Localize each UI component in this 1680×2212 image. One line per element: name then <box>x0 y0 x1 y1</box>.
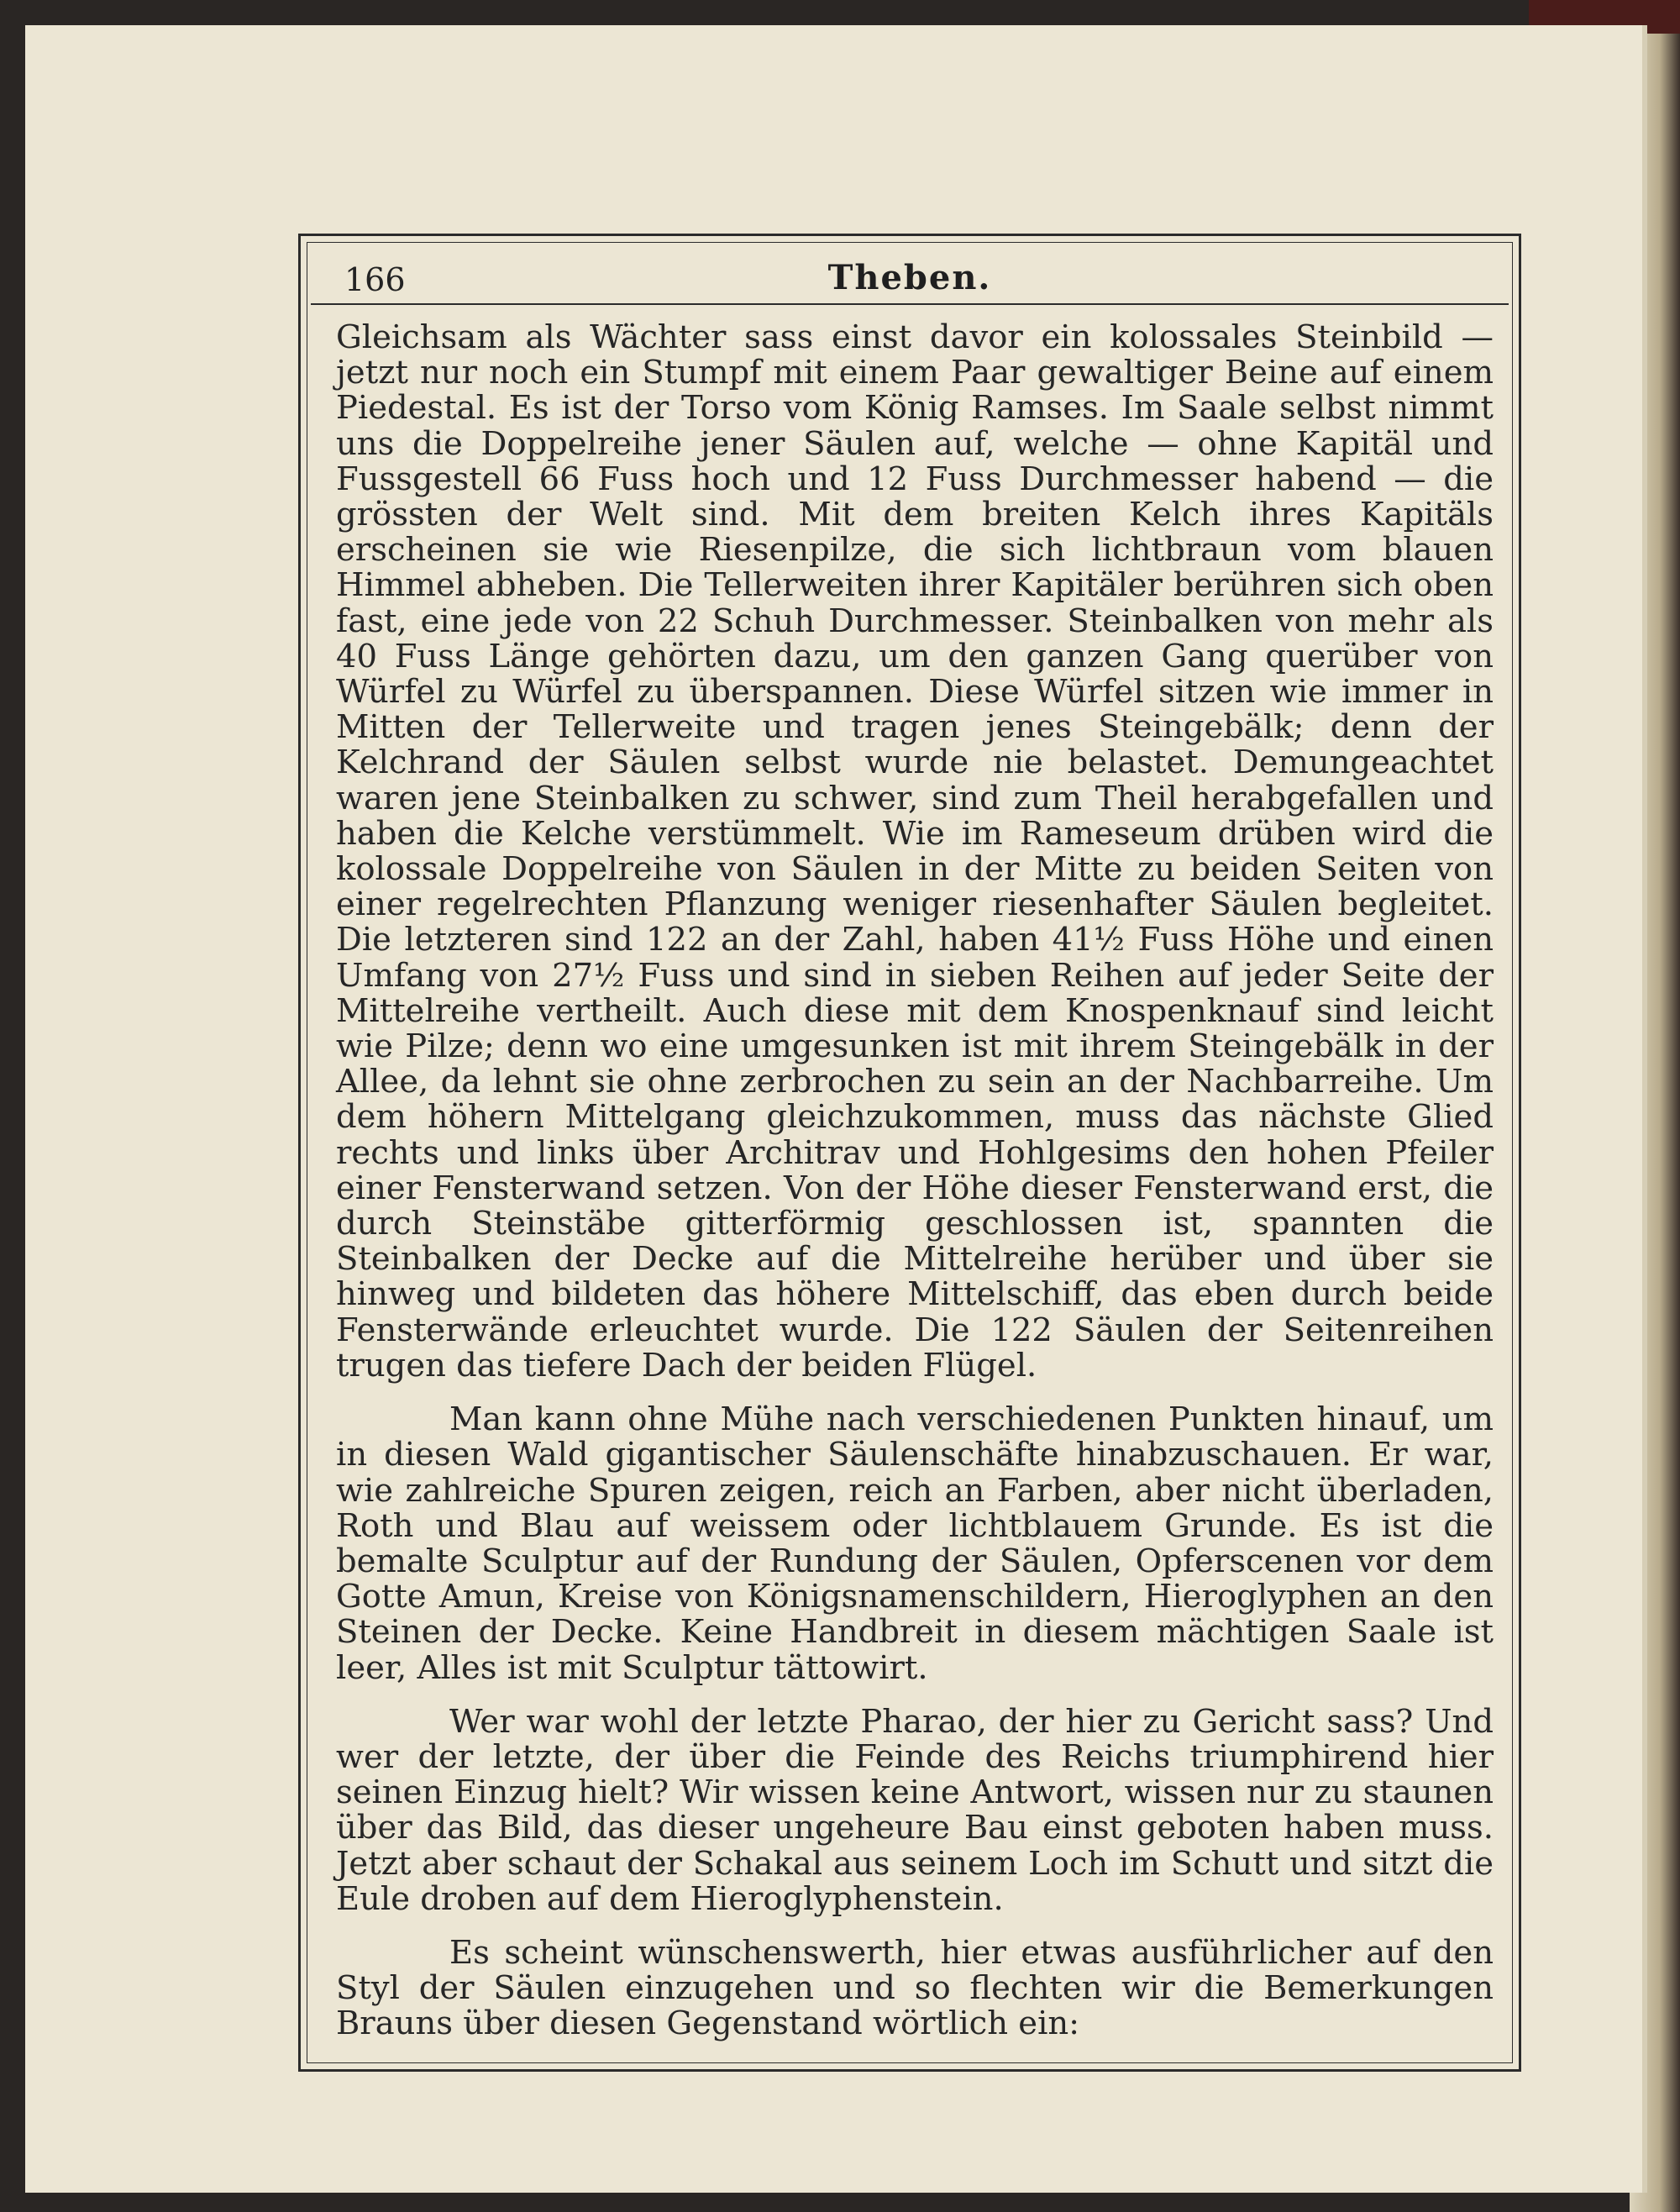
paragraph-3: Wer war wohl der letzte Pharao, der hier zu Gericht sass? Und wer der letzte, der über die Feinde des Reichs triumphirend hier seinen Einzug hielt? Wir wissen keine Antwort, wissen nur zu staunen über das Bild, das dieser ungeheure Bau einst geboten haben muss. Jetzt aber schaut der Schakal aus seinem Loch im Schutt und sitzt die Eule droben auf dem Hieroglyphenstein. <box>336 1702 1494 1918</box>
paragraph-1: Gleichsam als Wächter sass einst davor ein kolossales Steinbild — jetzt nur noch ein Stumpf mit einem Paar gewaltiger Beine auf einem Piedestal. Es ist der Torso vom König Ramses. Im Saale selbst nimmt uns die Doppelreihe jener Säulen auf, welche — ohne Kapitäl und Fussgestell 66 Fuss hoch und 12 Fuss Durchmesser habend — die grössten der Welt sind. Mit dem breiten Kelch ihres Kapitäls erscheinen sie wie Riesenpilze, die sich lichtbraun vom blauen Himmel abheben. Die Tellerweiten ihrer Kapitäler berühren sich oben fast, eine jede von 22 Schuh Durchmesser. Steinbalken von mehr als 40 Fuss Länge gehörten dazu, um den ganzen Gang querüber von Würfel zu Würfel zu überspannen. Diese Würfel sitzen wie immer in Mitten der Tellerweite und tragen jenes Steingebälk; denn der Kelchrand der Säulen selbst wurde nie belastet. Demungeachtet waren jene Steinbalken zu schwer, sind zum Theil herabgefallen und haben die Kelche verstümmelt. Wie im Rameseum drüben wird die kolossale Doppelreihe von Säulen in der Mitte zu beiden Seiten von einer regelrechten Pflanzung weniger riesenhafter Säulen begleitet. Die letzteren sind 122 an der Zahl, haben 41½ Fuss Höhe und einen Umfang von 27½ Fuss und sind in sieben Reihen auf jeder Seite der Mittelreihe vertheilt. Auch diese mit dem Knospenknauf sind leicht wie Pilze; denn wo eine umgesunken ist mit ihrem Steingebälk in der Allee, da lehnt sie ohne zerbrochen zu sein an der Nachbarreihe. Um dem höhern Mittelgang gleichzukommen, muss das nächste Glied rechts und links über Architrav und Hohlgesims den hohen Pfeiler einer Fensterwand setzen. Von der Höhe dieser Fensterwand erst, die durch Steinstäbe gitterförmig geschlossen ist, spannten die Steinbalken der Decke auf die Mittelreihe herüber und über sie hinweg und bildeten das höhere Mittelschiff, das eben durch beide Fensterwände erleuchtet wurde. Die 122 Säulen der Seitenreihen trugen das tiefere Dach der beiden Flügel. <box>336 318 1494 1384</box>
paragraph-2: Man kann ohne Mühe nach verschiedenen Punkten hinauf, um in diesen Wald gigantischer Säulenschäfte hinabzuschauen. Er war, wie zahlreiche Spuren zeigen, reich an Farben, aber nicht überladen, Roth und Blau auf weissem oder lichtblauem Grunde. Es ist die bemalte Sculptur auf der Rundung der Säulen, Opferscenen vor dem Gotte Amun, Kreise von Königsnamenschildern, Hieroglyphen an den Steinen der Decke. Keine Handbreit in diesem mächtigen Saale ist leer, Alles ist mit Sculptur tättowirt. <box>336 1400 1494 1687</box>
running-title: Theben. <box>827 258 992 297</box>
paragraph-4: Es scheint wünschenswerth, hier etwas ausführlicher auf den Styl der Säulen einzugehen und so flechten wir die Bemerkungen Brauns über diesen Gegenstand wörtlich ein: <box>336 1933 1494 2043</box>
book-page <box>25 25 1647 2193</box>
text-frame <box>298 234 1521 2072</box>
body-text <box>336 320 1494 2042</box>
page-header <box>311 255 1509 305</box>
page-number: 166 <box>344 261 406 298</box>
